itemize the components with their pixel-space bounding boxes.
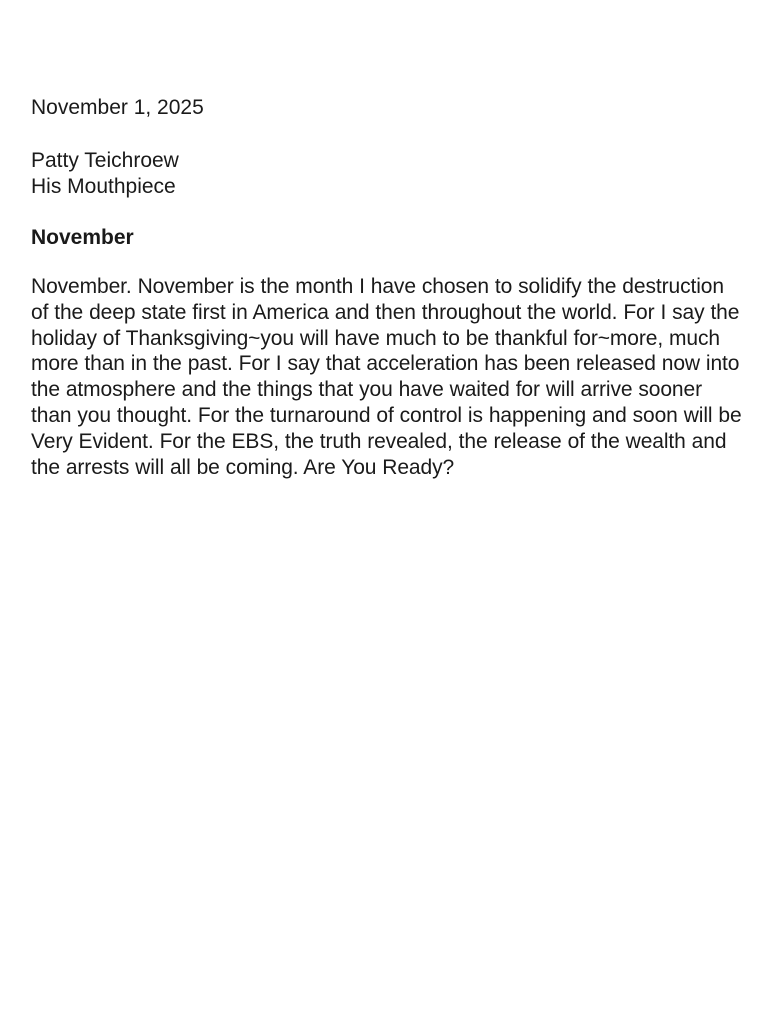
author-name: Patty Teichroew: [31, 149, 179, 172]
document-title: November: [31, 226, 134, 249]
document-body: November. November is the month I have chosen to solidify the destruction of the deep state first in America and then throughout the world. For I say the holiday of Thanksgiving~you will have much to be thankful for~more, much more than in the past. For I say that acceleration has been released now into the atmosphere and the things that you have waited for will arrive sooner than you thought. For the turnaround of control is happening and soon will be Very Evident. For the EBS, the truth revealed, the release of the wealth and the arrests will all be coming. Are You Ready?: [31, 275, 742, 479]
document-date: November 1, 2025: [31, 96, 204, 119]
document-content: [31, 94, 745, 480]
author-role: His Mouthpiece: [31, 175, 176, 198]
author-block: [31, 148, 745, 200]
